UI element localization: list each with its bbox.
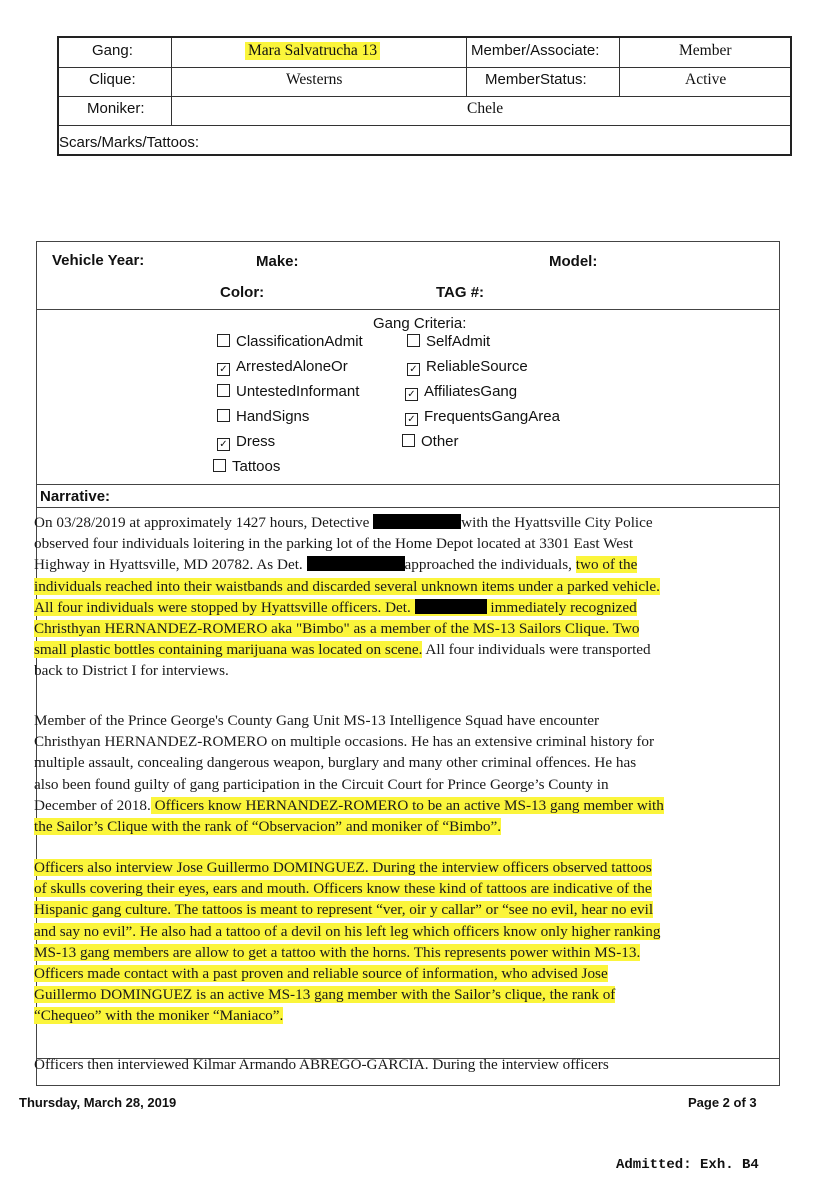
member-status-label: MemberStatus: xyxy=(485,71,587,88)
member-status-value: Active xyxy=(685,71,727,88)
criteria-tattoos: Tattoos xyxy=(213,458,280,475)
gang-info-table xyxy=(57,36,792,156)
narrative-paragraph-1: On 03/28/2019 at approximately 1427 hours, Detective with the Hyattsville City Police observed four individuals loitering in the parking lot of the Home Depot located at 3301 East West Highway in Hyattsville, MD 20782. As Det. approached the individuals, two of the individuals reached into their waistbands and discarded several unknown items under a parked vehicle. All four individuals were stopped by Hyattsville officers. Det. immediately recognized Christhyan HERNANDEZ-ROMERO aka "Bimbo" as a member of the MS-13 Sailors Clique. Two small plastic bottles containing marijuana was located on scene. All four individuals were transported back to District I for interviews. xyxy=(34,514,660,680)
moniker-row xyxy=(59,96,790,126)
criteria-reliable-source: ✓ ReliableSource xyxy=(407,358,528,375)
checkbox-checked[interactable]: ✓ xyxy=(405,388,418,401)
criteria-other: Other xyxy=(402,433,459,450)
member-associate-label: Member/Associate: xyxy=(471,42,600,59)
checkbox-empty[interactable] xyxy=(402,434,415,447)
gang-criteria-title: Gang Criteria: xyxy=(373,315,467,332)
narrative-paragraph-3: Officers also interview Jose Guillermo DOMINGUEZ. During the interview officers observed tattoos of skulls covering their eyes, ears and mouth. Officers know these kind of tattoos are indicative of the Hispanic gang culture. The tattoos is meant to represent “ver, oir y callar” or “see no evil, hear no evil and say no evil”. He also had a tattoo of a devil on his left leg which officers know only higher ranking MS-13 gang members are allow to get a tattoo with the horns. This represents power within MS-13. Officers made contact with a past proven and reliable source of information, who advised Jose Guillermo DOMINGUEZ is an active MS-13 gang member with the Sailor’s clique, the rank of “Chequeo” with the moniker “Maniaco”. xyxy=(34,859,661,1025)
footer-page-number: Page 2 of 3 xyxy=(688,1095,757,1110)
clique-value: Westerns xyxy=(286,71,343,88)
criteria-arrested-alone: ✓ ArrestedAloneOr xyxy=(217,358,348,375)
vehicle-year-label: Vehicle Year: xyxy=(52,252,145,269)
checkbox-empty[interactable] xyxy=(217,334,230,347)
checkbox-empty[interactable] xyxy=(217,384,230,397)
color-label: Color: xyxy=(220,284,265,301)
scars-label: Scars/Marks/Tattoos: xyxy=(59,134,200,151)
member-associate-value: Member xyxy=(679,42,732,59)
redaction-bar xyxy=(307,556,405,571)
narrative-paragraph-2: Member of the Prince George's County Gang Unit MS-13 Intelligence Squad have encounter Christhyan HERNANDEZ-ROMERO on multiple occasions. He has an extensive criminal history for multiple assault, concealing dangerous weapon, burglary and many other criminal offences. He has also been found guilty of gang participation in the Circuit Court for Prince George’s County in December of 2018. Officers know HERNANDEZ-ROMERO to be an active MS-13 gang member with the Sailor’s Clique with the rank of “Observacion” and moniker of “Bimbo”. xyxy=(34,712,664,835)
checkbox-empty[interactable] xyxy=(213,459,226,472)
checkbox-checked[interactable]: ✓ xyxy=(405,413,418,426)
clique-row xyxy=(59,67,790,97)
footer-date: Thursday, March 28, 2019 xyxy=(19,1095,177,1110)
checkbox-empty[interactable] xyxy=(217,409,230,422)
criteria-untested-informant: UntestedInformant xyxy=(217,383,359,400)
checkbox-checked[interactable]: ✓ xyxy=(217,438,230,451)
model-label: Model: xyxy=(549,253,598,270)
checkbox-checked[interactable]: ✓ xyxy=(217,363,230,376)
moniker-label: Moniker: xyxy=(87,100,145,117)
checkbox-empty[interactable] xyxy=(407,334,420,347)
criteria-dress: ✓ Dress xyxy=(217,433,275,450)
criteria-hand-signs: HandSigns xyxy=(217,408,309,425)
narrative-label: Narrative: xyxy=(40,488,111,505)
exhibit-stamp: Admitted: Exh. B4 xyxy=(616,1157,759,1173)
checkbox-checked[interactable]: ✓ xyxy=(407,363,420,376)
criteria-affiliates-gang: ✓ AffiliatesGang xyxy=(405,383,517,400)
clique-label: Clique: xyxy=(89,71,136,88)
gang-value: Mara Salvatrucha 13 xyxy=(245,42,380,60)
narrative-paragraph-4: Officers then interviewed Kilmar Armando ABREGO-GARCIA. During the interview officers xyxy=(34,1056,609,1073)
moniker-value: Chele xyxy=(467,100,504,117)
tag-label: TAG #: xyxy=(436,284,485,301)
gang-label: Gang: xyxy=(92,42,133,59)
criteria-frequents-gang-area: ✓ FrequentsGangArea xyxy=(405,408,560,425)
redaction-bar xyxy=(373,514,461,529)
criteria-classification-admit: ClassificationAdmit xyxy=(217,333,363,350)
criteria-self-admit: SelfAdmit xyxy=(407,333,490,350)
make-label: Make: xyxy=(256,253,299,270)
redaction-bar xyxy=(415,599,487,614)
